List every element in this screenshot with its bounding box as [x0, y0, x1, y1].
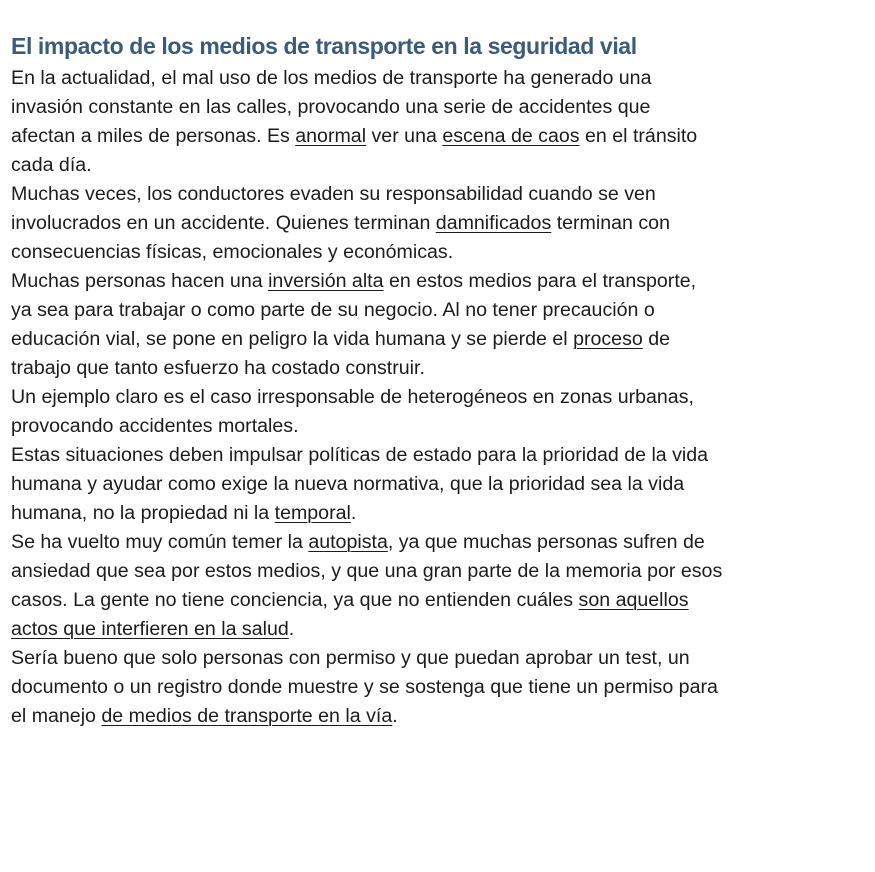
underlined-phrase: escena de caos	[442, 125, 580, 147]
text-line	[11, 180, 873, 209]
text-line	[11, 325, 873, 354]
text-line	[11, 702, 873, 731]
text-line	[11, 64, 873, 93]
underlined-phrase: son aquellos	[578, 589, 689, 611]
text-segment: , ya que muchas personas sufren de	[387, 531, 705, 553]
text-line	[11, 267, 873, 296]
text-line	[11, 528, 873, 557]
text-segment: Estas situaciones deben impulsar políticas de estado para la prioridad de la vida	[11, 444, 709, 466]
underlined-phrase: inversión alta	[268, 270, 384, 292]
text-segment: educación vial, se pone en peligro la vida humana y se pierde el	[11, 328, 574, 350]
text-segment: en estos medios para el transporte,	[383, 270, 697, 292]
paragraph-3	[11, 267, 873, 383]
text-line	[11, 615, 873, 644]
document-title: El impacto de los medios de transporte en la seguridad vial	[11, 33, 637, 59]
text-segment: provocando accidentes mortales.	[11, 415, 299, 437]
text-line	[11, 557, 873, 586]
text-segment: trabajo que tanto esfuerzo ha costado construir.	[11, 357, 425, 379]
text-segment: ansiedad que sea por estos medios, y que una gran parte de la memoria por esos	[11, 560, 723, 582]
text-segment: humana y ayudar como exige la nueva normativa, que la prioridad sea la vida	[11, 473, 685, 495]
document-body	[11, 64, 873, 731]
text-segment: casos. La gente no tiene conciencia, ya que no entienden cuáles	[11, 589, 579, 611]
text-segment: Un ejemplo claro es el caso irresponsable de heterogéneos en zonas urbanas,	[11, 386, 694, 408]
underlined-phrase: anormal	[295, 125, 367, 147]
text-segment: el manejo	[11, 705, 102, 727]
underlined-phrase: temporal	[274, 502, 351, 524]
underlined-phrase: proceso	[573, 328, 643, 350]
text-line	[11, 93, 873, 122]
underlined-phrase: autopista	[308, 531, 388, 553]
document	[11, 31, 873, 731]
text-segment: ya sea para trabajar o como parte de su negocio. Al no tener precaución o	[11, 299, 655, 321]
text-line	[11, 209, 873, 238]
text-segment: Muchas personas hacen una	[11, 270, 269, 292]
text-line	[11, 296, 873, 325]
paragraph-1	[11, 64, 873, 180]
text-segment: consecuencias físicas, emocionales y económicas.	[11, 241, 454, 263]
text-segment: humana, no la propiedad ni la	[11, 502, 275, 524]
text-line	[11, 499, 873, 528]
text-line	[11, 238, 873, 267]
text-segment: afectan a miles de personas. Es	[11, 125, 296, 147]
paragraph-6	[11, 528, 873, 644]
text-line	[11, 151, 873, 180]
text-segment: invasión constante en las calles, provocando una serie de accidentes que	[11, 96, 651, 118]
underlined-phrase: actos que interfieren en la salud	[11, 618, 289, 640]
text-segment: en el tránsito	[579, 125, 698, 147]
text-line	[11, 644, 873, 673]
paragraph-4	[11, 383, 873, 441]
underlined-phrase: damnificados	[435, 212, 552, 234]
paragraph-5	[11, 441, 873, 528]
text-segment: Se ha vuelto muy común temer la	[11, 531, 309, 553]
text-segment: Muchas veces, los conductores evaden su responsabilidad cuando se ven	[11, 183, 656, 205]
text-segment: Sería bueno que solo personas con permiso y que puedan aprobar un test, un	[11, 647, 690, 669]
text-line	[11, 441, 873, 470]
text-line	[11, 383, 873, 412]
text-segment: .	[392, 705, 398, 727]
text-segment: .	[288, 618, 295, 640]
text-segment: En la actualidad, el mal uso de los medios de transporte ha generado una	[11, 67, 652, 89]
text-line	[11, 412, 873, 441]
text-line	[11, 122, 873, 151]
text-segment: documento o un registro donde muestre y se sostenga que tiene un permiso para	[11, 676, 718, 698]
text-segment: terminan con	[551, 212, 670, 234]
text-line	[11, 470, 873, 499]
text-segment: de	[642, 328, 671, 350]
text-segment: cada día.	[11, 154, 92, 176]
text-line	[11, 586, 873, 615]
text-segment: ver una	[366, 125, 443, 147]
underlined-phrase: de medios de transporte en la vía	[101, 705, 393, 727]
text-segment: .	[350, 502, 357, 524]
paragraph-2	[11, 180, 873, 267]
paragraph-7	[11, 644, 873, 731]
text-line	[11, 673, 873, 702]
text-segment: involucrados en un accidente. Quienes terminan	[11, 212, 436, 234]
text-line	[11, 354, 873, 383]
